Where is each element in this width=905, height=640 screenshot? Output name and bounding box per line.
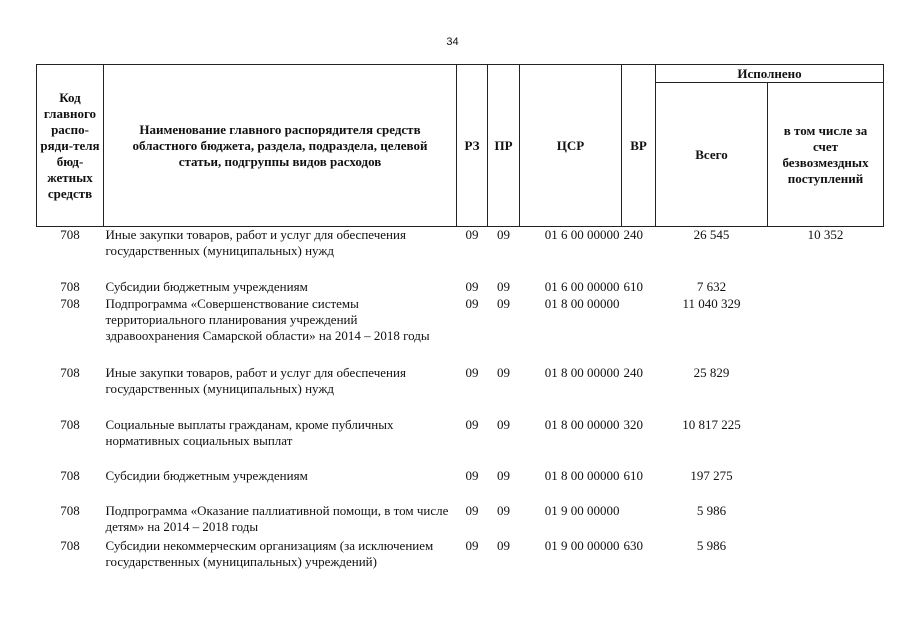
- row-gratuitous: [768, 417, 884, 468]
- row-gratuitous: [768, 279, 884, 296]
- row-total: 5 986: [696, 502, 727, 518]
- row-csr: 01 6 00 00000: [544, 227, 620, 242]
- row-csr: 01 8 00 00000: [544, 364, 620, 380]
- table-row: [37, 468, 884, 503]
- header-code: Код главного распо-ряди-теля бюд-жетных средств: [37, 65, 104, 227]
- row-code: 708: [60, 502, 80, 518]
- row-vr: 240: [623, 364, 643, 380]
- row-pr: 09: [497, 364, 510, 380]
- row-code: 708: [60, 416, 80, 432]
- row-pr: 09: [497, 537, 510, 553]
- row-name: Подпрограмма «Оказание паллиативной помощи, в том числе детям» на 2014 – 2018 годы: [105, 502, 449, 534]
- row-csr: 01 8 00 00000: [544, 416, 620, 432]
- row-pr: 09: [497, 502, 510, 518]
- row-vr: [622, 296, 656, 365]
- table-row: [37, 279, 884, 296]
- header-total: Всего: [656, 83, 768, 227]
- row-pr: 09: [497, 295, 510, 311]
- header-gratuitous: в том числе за счет безвозмездных поступлений: [768, 83, 884, 227]
- table-row: [37, 227, 884, 279]
- row-rz: 09: [465, 416, 479, 432]
- row-name: Иные закупки товаров, работ и услуг для обеспечения государственных (муниципальных) нужд: [105, 227, 406, 258]
- row-vr: 240: [623, 227, 643, 242]
- row-total: 5 986: [696, 537, 727, 553]
- row-pr: 09: [497, 227, 510, 242]
- row-total: 25 829: [693, 364, 730, 380]
- row-gratuitous: [768, 538, 884, 590]
- header-pr: ПР: [488, 65, 520, 227]
- row-csr: 01 6 00 00000: [544, 278, 620, 294]
- row-name: Социальные выплаты гражданам, кроме публичных нормативных социальных выплат: [105, 416, 394, 448]
- header-rz: РЗ: [457, 65, 488, 227]
- row-pr: 09: [497, 416, 510, 432]
- table-row: [37, 417, 884, 468]
- row-name: Подпрограмма «Совершенствование системы территориального планирования учреждений здравоохранения Самарской области» на 2014 – 2018 годы: [105, 295, 430, 343]
- table-row: [37, 538, 884, 590]
- table-header: [37, 65, 884, 227]
- table-body: [37, 227, 884, 590]
- row-name: Субсидии бюджетным учреждениям: [105, 278, 308, 294]
- header-csr: ЦСР: [520, 65, 622, 227]
- row-gratuitous: [768, 296, 884, 365]
- row-code: 708: [60, 227, 80, 242]
- row-total: 7 632: [696, 278, 727, 294]
- row-rz: 09: [465, 537, 479, 553]
- row-pr: 09: [497, 278, 510, 294]
- header-vr: ВР: [622, 65, 656, 227]
- row-gratuitous: [768, 468, 884, 503]
- row-vr: 630: [623, 537, 643, 553]
- table-row: [37, 365, 884, 417]
- row-total: 197 275: [690, 467, 733, 483]
- row-name: Субсидии некоммерческим организациям (за исключением государственных (муниципальных) учреждений): [105, 537, 434, 569]
- budget-table: [36, 64, 884, 590]
- header-name: Наименование главного распорядителя средств областного бюджета, раздела, подраздела, целевой статьи, подгруппы видов расходов: [104, 65, 457, 227]
- table-row: [37, 296, 884, 365]
- row-vr: 610: [623, 278, 643, 294]
- header-executed: Исполнено: [656, 65, 884, 83]
- row-code: 708: [60, 467, 80, 483]
- row-code: 708: [60, 537, 80, 553]
- row-code: 708: [60, 295, 80, 311]
- row-csr: 01 9 00 00000: [544, 502, 620, 518]
- row-gratuitous: [768, 365, 884, 417]
- row-total: 26 545: [693, 227, 730, 242]
- row-rz: 09: [465, 295, 479, 311]
- row-code: 708: [60, 364, 80, 380]
- row-rz: 09: [465, 278, 479, 294]
- row-csr: 01 8 00 00000: [544, 295, 620, 311]
- row-csr: 01 8 00 00000: [544, 467, 620, 483]
- row-vr: 610: [623, 467, 643, 483]
- row-rz: 09: [465, 364, 479, 380]
- row-csr: 01 9 00 00000: [544, 537, 620, 553]
- row-total: 11 040 329: [682, 295, 741, 311]
- row-name: Субсидии бюджетным учреждениям: [105, 467, 308, 483]
- row-rz: 09: [465, 227, 479, 242]
- row-gratuitous: [768, 503, 884, 538]
- row-pr: 09: [497, 467, 510, 483]
- row-name: Иные закупки товаров, работ и услуг для обеспечения государственных (муниципальных) нужд: [105, 364, 406, 396]
- row-vr: 320: [623, 416, 643, 432]
- row-total: 10 817 225: [682, 416, 741, 432]
- table-row: [37, 503, 884, 538]
- row-rz: 09: [465, 467, 479, 483]
- page-number: 34: [446, 36, 459, 48]
- row-rz: 09: [465, 502, 479, 518]
- row-code: 708: [60, 278, 80, 294]
- row-vr: [622, 503, 656, 538]
- row-gratuitous: 10 352: [807, 227, 844, 242]
